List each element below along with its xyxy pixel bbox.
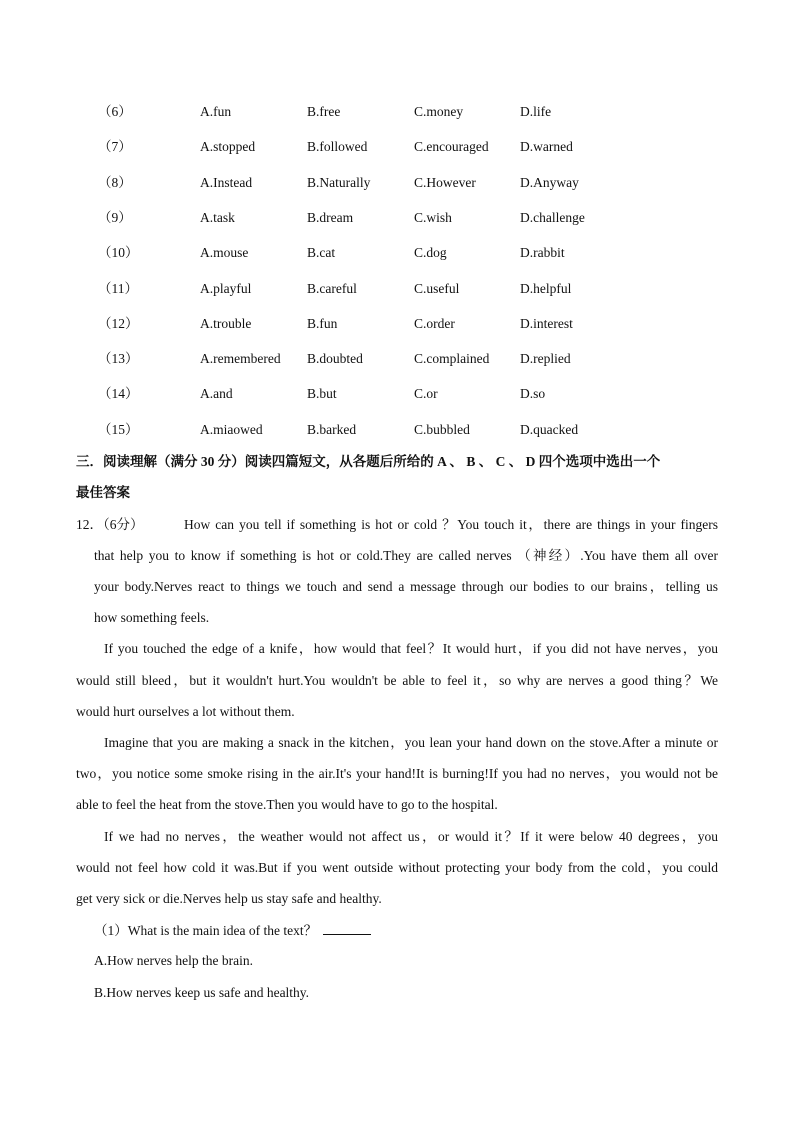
option-d: D.interest: [520, 315, 573, 331]
option-a: A.task: [200, 209, 235, 225]
option-a: A.stopped: [200, 139, 256, 155]
passage-p4-line1: If we had no nerves，the weather would not affect us，or would it？If it were below 40 degrees，you: [104, 829, 718, 844]
passage-p1-line1: How can you tell if something is hot or cold ？You touch it，there are things in your fingers: [184, 517, 718, 532]
passage-p3-line1: Imagine that you are making a snack in the kitchen，you lean your hand down on the stove.After a minute or: [104, 735, 718, 750]
section-heading-line2: 最佳答案: [76, 485, 130, 500]
option-row: [0, 137, 794, 157]
option-d: D.replied: [520, 351, 571, 367]
question-1: [94, 920, 371, 941]
option-number: （11）: [98, 280, 138, 296]
option-a: A.remembered: [200, 351, 281, 367]
option-c: C.wish: [414, 209, 452, 225]
option-number: （13）: [98, 351, 139, 367]
option-c: C.dog: [414, 245, 447, 261]
option-a: A.miaowed: [200, 421, 263, 437]
option-number: （7）: [98, 139, 132, 155]
option-d: D.Anyway: [520, 174, 579, 190]
question-1-stem: （1）What is the main idea of the text？: [94, 923, 318, 938]
question-1-option-a: A.How nerves help the brain.: [94, 953, 253, 968]
option-row: [0, 102, 794, 122]
option-number: （14）: [98, 386, 139, 402]
option-row: [0, 420, 794, 440]
option-c: C.useful: [414, 280, 460, 296]
option-d: D.helpful: [520, 280, 572, 296]
option-number: （15）: [98, 421, 139, 437]
option-b: B.cat: [307, 245, 336, 261]
option-number: （10）: [98, 245, 139, 261]
option-c: C.encouraged: [414, 139, 489, 155]
option-row: [0, 243, 794, 263]
option-number: （9）: [98, 209, 132, 225]
option-row: [0, 208, 794, 228]
option-d: D.challenge: [520, 209, 585, 225]
option-a: A.trouble: [200, 315, 252, 331]
section-heading: [76, 452, 718, 472]
question-1-option-b: B.How nerves keep us safe and healthy.: [94, 985, 310, 1000]
option-b: B.followed: [307, 139, 368, 155]
option-a: A.fun: [200, 104, 232, 119]
option-a: A.mouse: [200, 245, 249, 261]
option-b: B.barked: [307, 421, 357, 437]
passage-p2-line2: would still bleed，but it wouldn't hurt.You wouldn't be able to feel it，so why are nerves a good thing？We: [76, 673, 718, 688]
option-d: D.quacked: [520, 421, 579, 437]
option-d: D.rabbit: [520, 245, 565, 261]
option-row: [0, 173, 794, 193]
option-b: B.free: [307, 104, 341, 119]
passage-p4-line3: get very sick or die.Nerves help us stay safe and healthy.: [76, 891, 382, 906]
passage-p1-line2: that help you to know if something is hot or cold.They are called nerves （神经）.You have them all over: [94, 548, 718, 563]
option-row: [0, 279, 794, 299]
option-b: B.careful: [307, 280, 357, 296]
passage-p1-line3: your body.Nerves react to things we touch and send a message through our bodies to our brains，telling us: [94, 579, 718, 594]
option-b: B.dream: [307, 209, 354, 225]
option-d: D.so: [520, 386, 546, 402]
option-c: C.bubbled: [414, 421, 470, 437]
option-a: A.playful: [200, 280, 252, 296]
option-row: [0, 384, 794, 404]
option-c: C.However: [414, 174, 476, 190]
option-a: A.and: [200, 386, 233, 402]
option-c: C.or: [414, 386, 438, 402]
passage-p2-line3: would hurt ourselves a lot without them.: [76, 704, 295, 719]
option-row: [0, 314, 794, 334]
passage-p3-line3: able to feel the heat from the stove.Then you would have to go to the hospital.: [76, 797, 498, 812]
option-b: B.but: [307, 386, 337, 402]
option-number: （8）: [98, 174, 132, 190]
option-c: C.money: [414, 104, 464, 119]
option-d: D.warned: [520, 139, 573, 155]
section-heading-line1: 三．阅读理解（满分 30 分）阅读四篇短文，从各题后所给的 A 、 B 、 C 、 D 四个选项中选出一个: [76, 454, 661, 469]
option-number: （6）: [98, 104, 132, 119]
option-row: [0, 349, 794, 369]
passage-p4-line2: would not feel how cold it was.But if you went outside without protecting your body from the cold，you could: [76, 860, 718, 875]
option-b: B.doubted: [307, 351, 363, 367]
passage-p2-line1: If you touched the edge of a knife，how would that feel？It would hurt，if you did not have nerves，you: [104, 641, 718, 656]
option-c: C.order: [414, 315, 455, 331]
question-label: 12．（6分）: [76, 517, 144, 532]
option-c: C.complained: [414, 351, 490, 367]
option-a: A.Instead: [200, 174, 253, 190]
option-d: D.life: [520, 104, 552, 119]
answer-blank[interactable]: [323, 920, 371, 935]
passage-p1-line4: how something feels.: [94, 610, 210, 625]
option-b: B.Naturally: [307, 174, 371, 190]
option-number: （12）: [98, 315, 139, 331]
option-b: B.fun: [307, 315, 338, 331]
passage-p3-line2: two，you notice some smoke rising in the air.It's your hand!It is burning!If you had no nerves，you would not be: [76, 766, 718, 781]
